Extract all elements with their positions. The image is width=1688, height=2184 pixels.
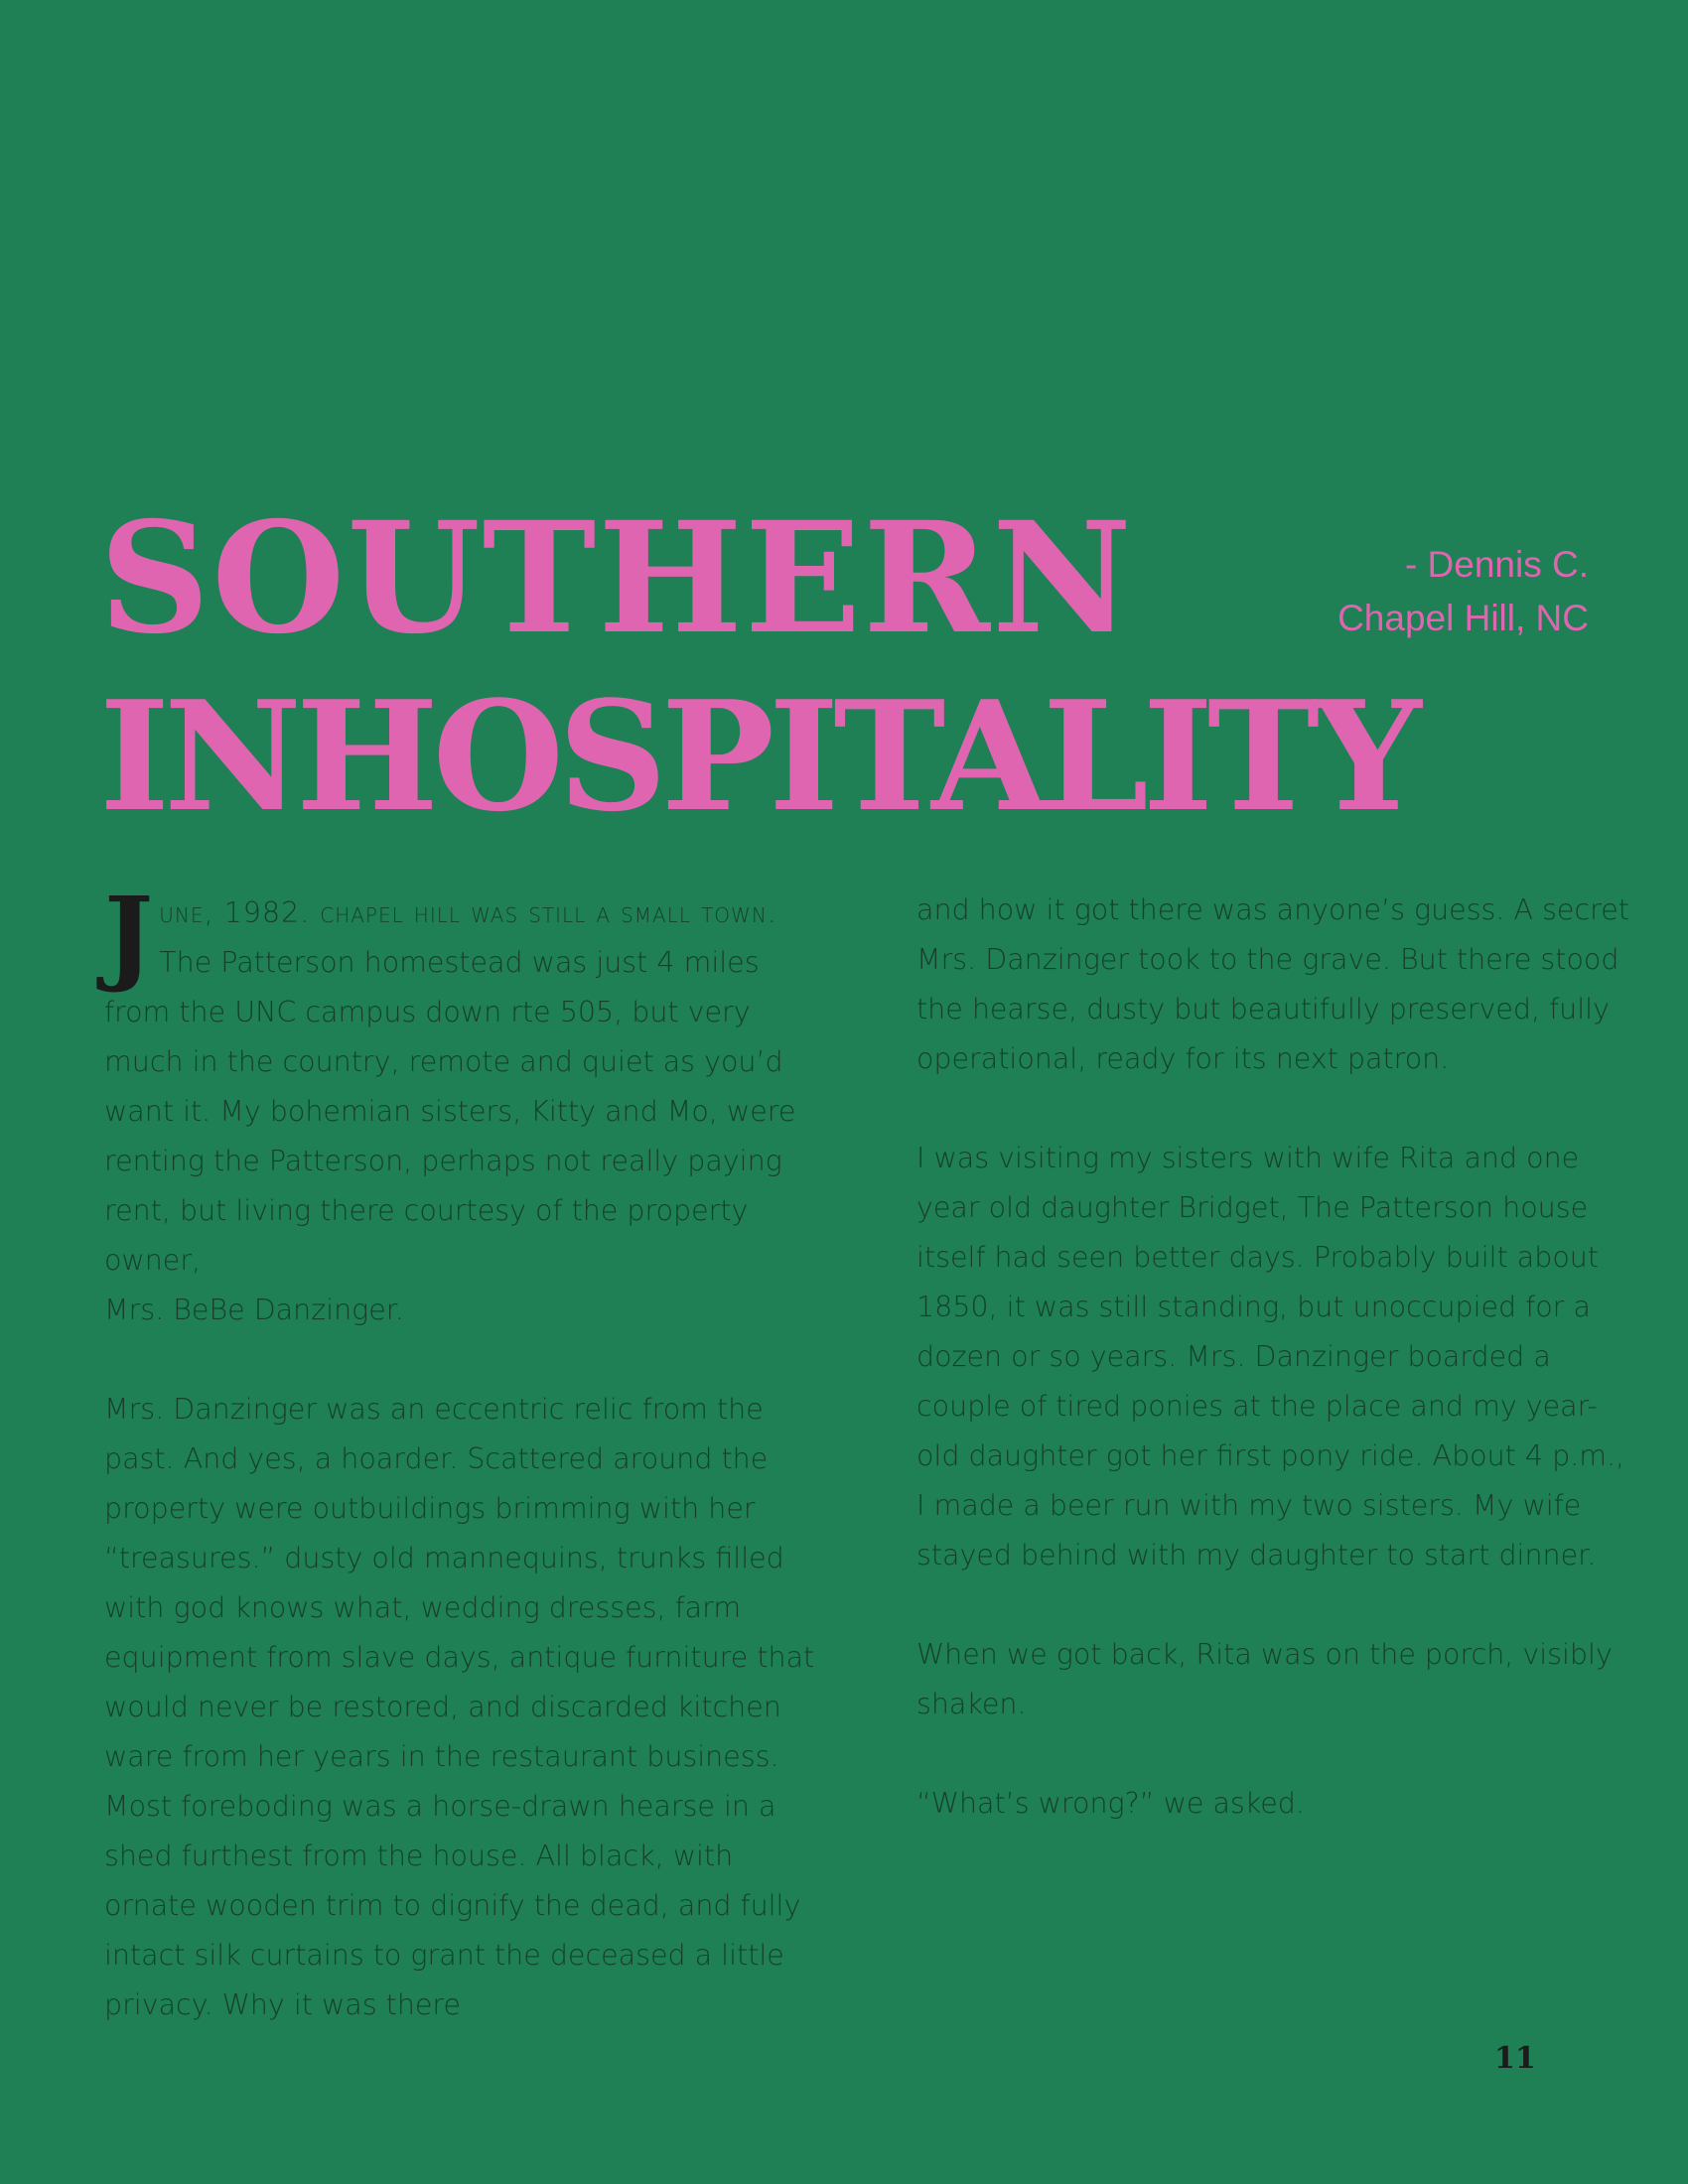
paragraph-6: “What’s wrong?” we asked. — [916, 1787, 1305, 1820]
paragraph-1-end: Mrs. BeBe Danzinger. — [104, 1294, 404, 1326]
title-line-2: INHOSPITALITY — [99, 667, 1416, 845]
byline-location: Chapel Hill, NC — [1337, 598, 1589, 638]
byline-author: - Dennis C. — [1404, 544, 1589, 585]
title-line-1: SOUTHERN — [99, 488, 1134, 668]
article-column-right — [916, 886, 1631, 1829]
paragraph-4: I was visiting my sisters with wife Rita and one year old daughter Bridget, The Patterson house itself had seen better days. Probably built about 1850, it was still standing, but unoccupied for a dozen or so years. Mrs. Danzinger boarded a couple of tired ponies at the place and my year-old daughter got her first pony ride. About 4 p.m., I made a beer run with my two sisters. My wife stayed behind with my daughter to start dinner. — [916, 1142, 1625, 1571]
paragraph-5: When we got back, Rita was on the porch, visibly shaken. — [916, 1638, 1613, 1720]
paragraph-1 — [104, 874, 819, 1335]
article-column-left — [104, 874, 819, 2030]
paragraph-1-text: The Patterson homestead was just 4 miles from the UNC campus down rte 505, but very much in the country, remote and quiet as you’d want it. My bohemian sisters, Kitty and Mo, were renting the Patterson, perhaps not really paying rent, but living there courtesy of the property owner, — [104, 946, 796, 1277]
lead-in: une, 1982. chapel hill was still a small town. — [159, 896, 777, 929]
drop-cap: J — [104, 874, 154, 996]
page-number: 11 — [1494, 2041, 1536, 2076]
byline — [1337, 538, 1589, 645]
paragraph-2: Mrs. Danzinger was an eccentric relic from the past. And yes, a hoarder. Scattered around the property were outbuildings brimming with her “treasures.” dusty old mannequins, trunks filled with god knows what, wedding dresses, farm equipment from slave days, antique furniture that would never be restored, and discarded kitchen ware from her years in the restaurant business. Most foreboding was a horse-drawn hearse in a shed furthest from the house. All black, with ornate wooden trim to dignify the dead, and fully intact silk curtains to grant the deceased a little privacy. Why it was there — [104, 1393, 815, 2021]
paragraph-3: and how it got there was anyone’s guess. A secret Mrs. Danzinger took to the grave. But there stood the hearse, dusty but beautifully preserved, fully operational, ready for its next patron. — [916, 893, 1629, 1075]
